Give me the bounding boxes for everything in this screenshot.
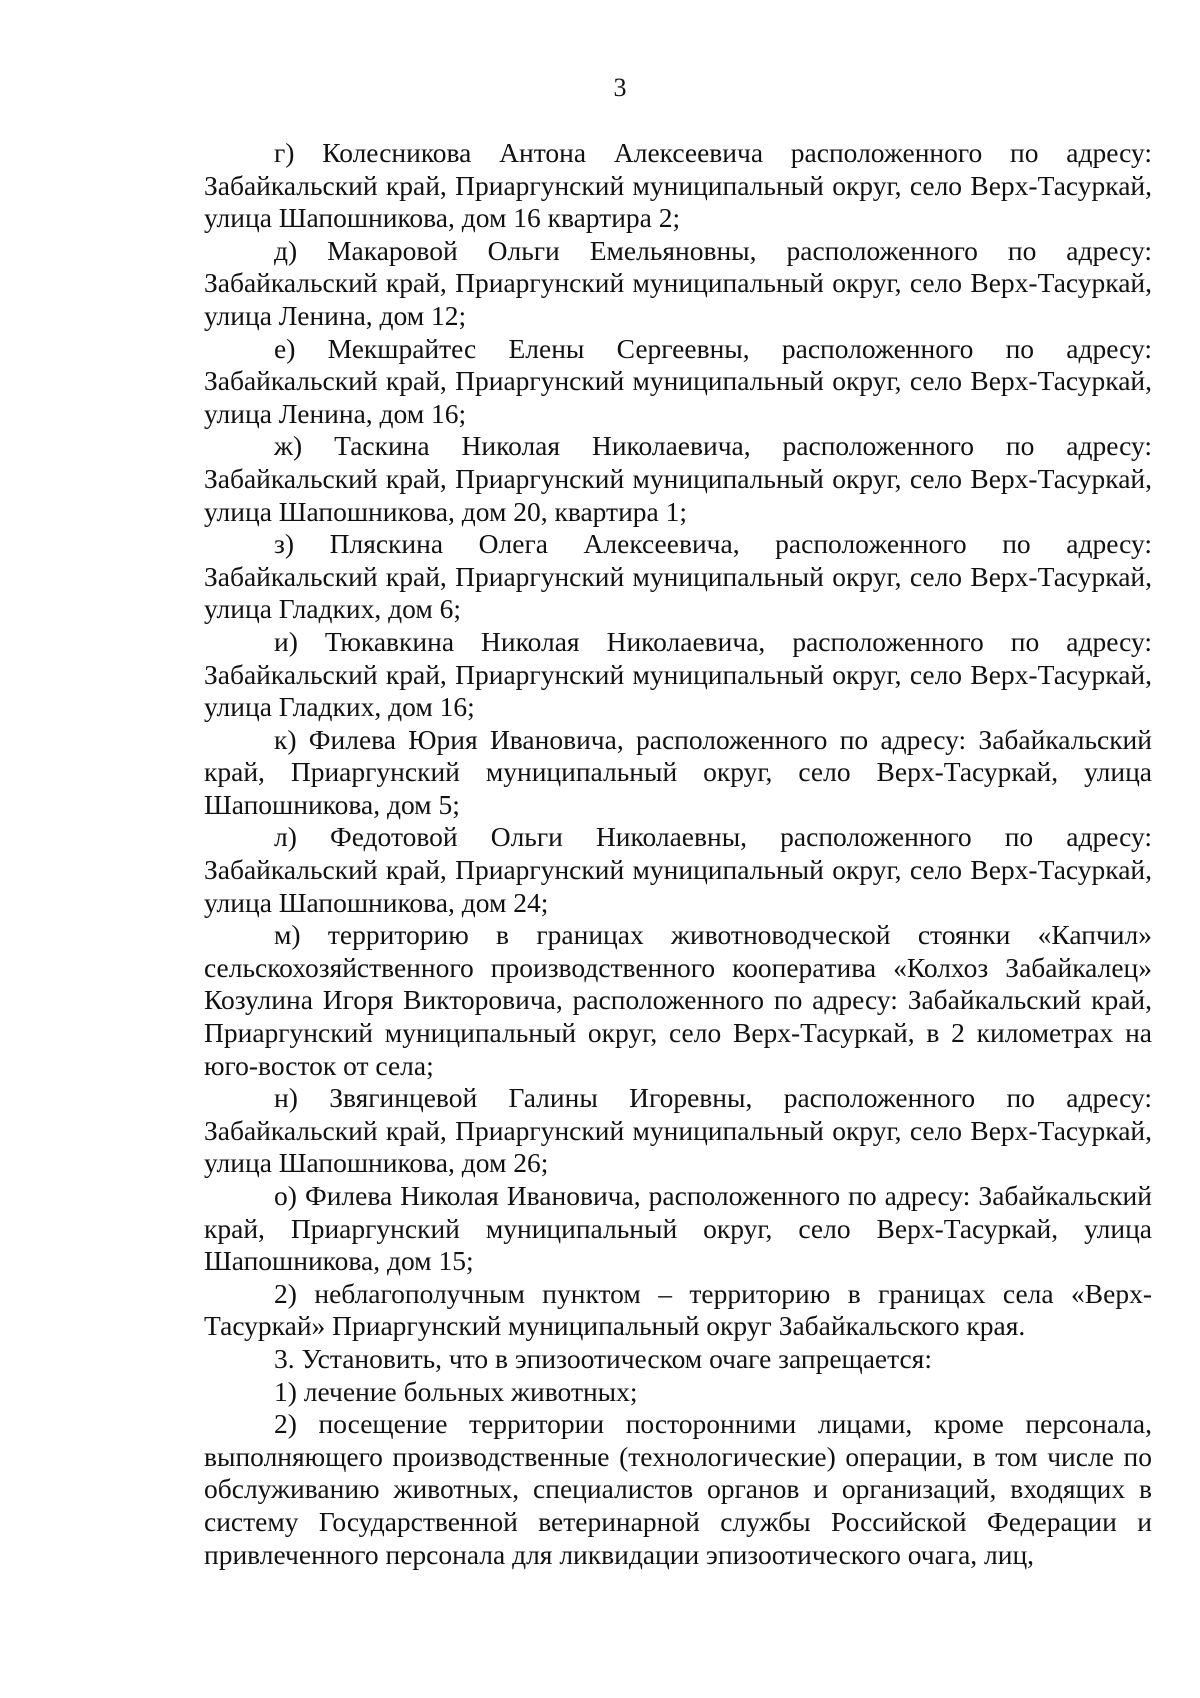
paragraph-item-i: и) Тюкавкина Николая Николаевича, расположенного по адресу: Забайкальский край, Приаргунский муниципальный округ, село Верх-Тасуркай, улица Гладких, дом 16; [204,625,1152,723]
paragraph-prohibition-2: 2) посещение территории посторонними лицами, кроме персонала, выполняющего производственные (технологические) операции, в том числе по обслуживанию животных, специалистов органов и организаций, входящих в систему Государственной ветеринарной службы Российской Федерации и привлеченного персонала для ликвидации эпизоотического очага, лиц, [204,1408,1152,1570]
paragraph-item-l: л) Федотовой Ольги Николаевны, расположенного по адресу: Забайкальский край, Приаргунский муниципальный округ, село Верх-Тасуркай, улица Шапошникова, дом 24; [204,821,1152,918]
paragraph-item-n: н) Звягинцевой Галины Игоревны, расположенного по адресу: Забайкальский край, Приаргунский муниципальный округ, село Верх-Тасуркай, улица Шапошникова, дом 26; [204,1082,1152,1179]
page-number: 3 [613,73,627,102]
paragraph-item-zh: ж) Таскина Николая Николаевича, расположенного по адресу: Забайкальский край, Приаргунский муниципальный округ, село Верх-Тасуркай, улица Шапошникова, дом 20, квартира 1; [204,430,1152,527]
paragraph-item-d: д) Макаровой Ольги Емельяновны, расположенного по адресу: Забайкальский край, Приаргунский муниципальный округ, село Верх-Тасуркай, улица Ленина, дом 12; [204,234,1152,331]
paragraph-point-2-unfavorable-area: 2) неблагополучным пунктом – территорию в границах села «Верх-Тасуркай» Приаргунский муниципальный округ Забайкальского края. [204,1277,1152,1342]
paragraph-item-m: м) территорию в границах животноводческой стоянки «Капчил» сельскохозяйственного производственного кооперaтива «Колхоз Забайкалец» Козулина Игоря Викторовича, расположенного по адресу: Забайкальский край, Приаргунский муниципальный округ, село Верх-Тасуркай, в 2 километрах на юго-восток от села; [204,919,1152,1081]
paragraph-prohibition-1: 1) лечение больных животных; [274,1375,638,1407]
paragraph-item-o: о) Филева Николая Ивановича, расположенного по адресу: Забайкальский край, Приаргунский муниципальный округ, село Верх-Тасуркай, улица Шапошникова, дом 15; [204,1180,1152,1277]
paragraph-item-k: к) Филева Юрия Ивановича, расположенного по адресу: Забайкальский край, Приаргунский муниципальный округ, село Верх-Тасуркай, улица Шапошникова, дом 5; [204,723,1152,820]
paragraph-item-g: г) Колесникова Антона Алексеевича расположенного по адресу: Забайкальский край, Приаргунский муниципальный округ, село Верх-Тасуркай, улица Шапошникова, дом 16 квартира 2; [204,137,1152,234]
paragraph-item-z: з) Пляскина Олега Алексеевича, расположенного по адресу: Забайкальский край, Приаргунский муниципальный округ, село Верх-Тасуркай, улица Гладких, дом 6; [204,528,1152,625]
paragraph-section-3-prohibitions: 3. Установить, что в эпизоотическом очаге запрещается: [274,1342,932,1374]
paragraph-item-e: е) Мекшрайтес Елены Сергеевны, расположенного по адресу: Забайкальский край, Приаргунский муниципальный округ, село Верх-Тасуркай, улица Ленина, дом 16; [204,332,1152,429]
document-body [204,137,1152,1571]
